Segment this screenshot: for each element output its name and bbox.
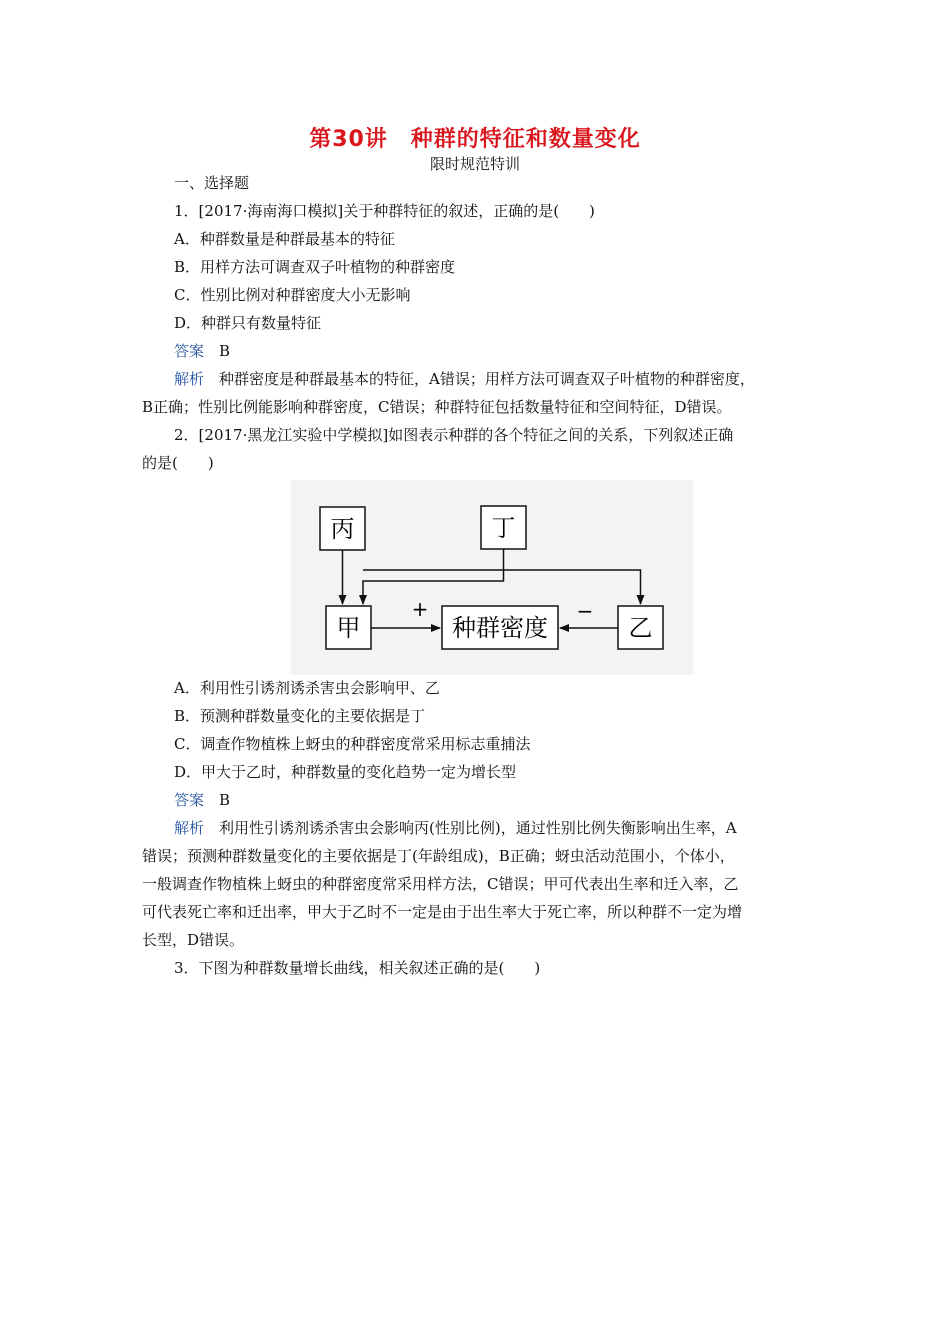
q1-answer [174,341,230,361]
answer-label: 答案 [174,342,205,360]
section-heading: 一、选择题 [174,174,250,192]
label-jia: 甲 [336,614,361,642]
q1-stem: 1．[2017·海南海口模拟]关于种群特征的叙述，正确的是( ) [174,202,595,220]
population-diagram [291,480,693,675]
q1-option-c: C．性别比例对种群密度大小无影响 [174,286,411,304]
label-bing: 丙 [330,515,355,543]
explain-text: 利用性引诱剂诱杀害虫会影响丙(性别比例)，通过性别比例失衡影响出生率，A [219,819,737,837]
q2-explain-line-5: 长型，D错误。 [142,931,245,949]
q2-explain-line-3: 一般调查作物植株上蚜虫的种群密度常采用样方法，C错误；甲可代表出生率和迁入率，乙 [142,875,739,893]
explain-label: 解析 [174,370,205,388]
explain-label: 解析 [174,819,205,837]
diagram-svg [291,480,693,675]
q2-stem-line-1: 2．[2017·黑龙江实验中学模拟]如图表示种群的各个特征之间的关系，下列叙述正确 [174,426,734,444]
q2-option-a: A．利用性引诱剂诱杀害虫会影响甲、乙 [174,679,440,697]
arrow-to-yi [363,570,641,604]
q1-option-b: B．用样方法可调查双子叶植物的种群密度 [174,258,456,276]
q2-explain-line-1 [174,818,737,838]
q1-option-a: A．种群数量是种群最基本的特征 [174,230,395,248]
lesson-subtitle: 限时规范特训 [429,155,520,173]
label-yi: 乙 [628,614,653,642]
label-ding: 丁 [491,514,516,542]
q2-explain-line-2: 错误；预测种群数量变化的主要依据是丁(年龄组成)，B正确；蚜虫活动范围小，个体小， [142,847,735,865]
q2-option-b: B．预测种群数量变化的主要依据是丁 [174,707,426,725]
lesson-title: 第30讲 种群的特征和数量变化 [309,127,641,152]
plus-sign: + [411,597,429,621]
q2-answer [174,790,230,810]
q2-option-c: C．调查作物植株上蚜虫的种群密度常采用标志重捕法 [174,735,531,753]
answer-label: 答案 [174,791,205,809]
answer-value: B [219,342,231,360]
q2-option-d: D．甲大于乙时，种群数量的变化趋势一定为增长型 [174,763,517,781]
q1-explain-line-1 [174,369,755,389]
q3-stem: 3．下图为种群数量增长曲线，相关叙述正确的是( ) [174,959,541,977]
q1-option-d: D．种群只有数量特征 [174,314,322,332]
q2-explain-line-4: 可代表死亡率和迁出率，甲大于乙时不一定是由于出生率大于死亡率，所以种群不一定为增 [142,903,743,921]
explain-text: 种群密度是种群最基本的特征，A错误；用样方法可调查双子叶植物的种群密度， [219,370,755,388]
q2-stem-line-2: 的是( ) [142,454,214,472]
label-center: 种群密度 [452,614,548,642]
arrow-ding-to-jia [363,549,504,604]
answer-value: B [219,791,231,809]
minus-sign: − [576,599,594,623]
q1-explain-line-2: B正确；性别比例能影响种群密度，C错误；种群特征包括数量特征和空间特征，D错误。 [142,398,732,416]
